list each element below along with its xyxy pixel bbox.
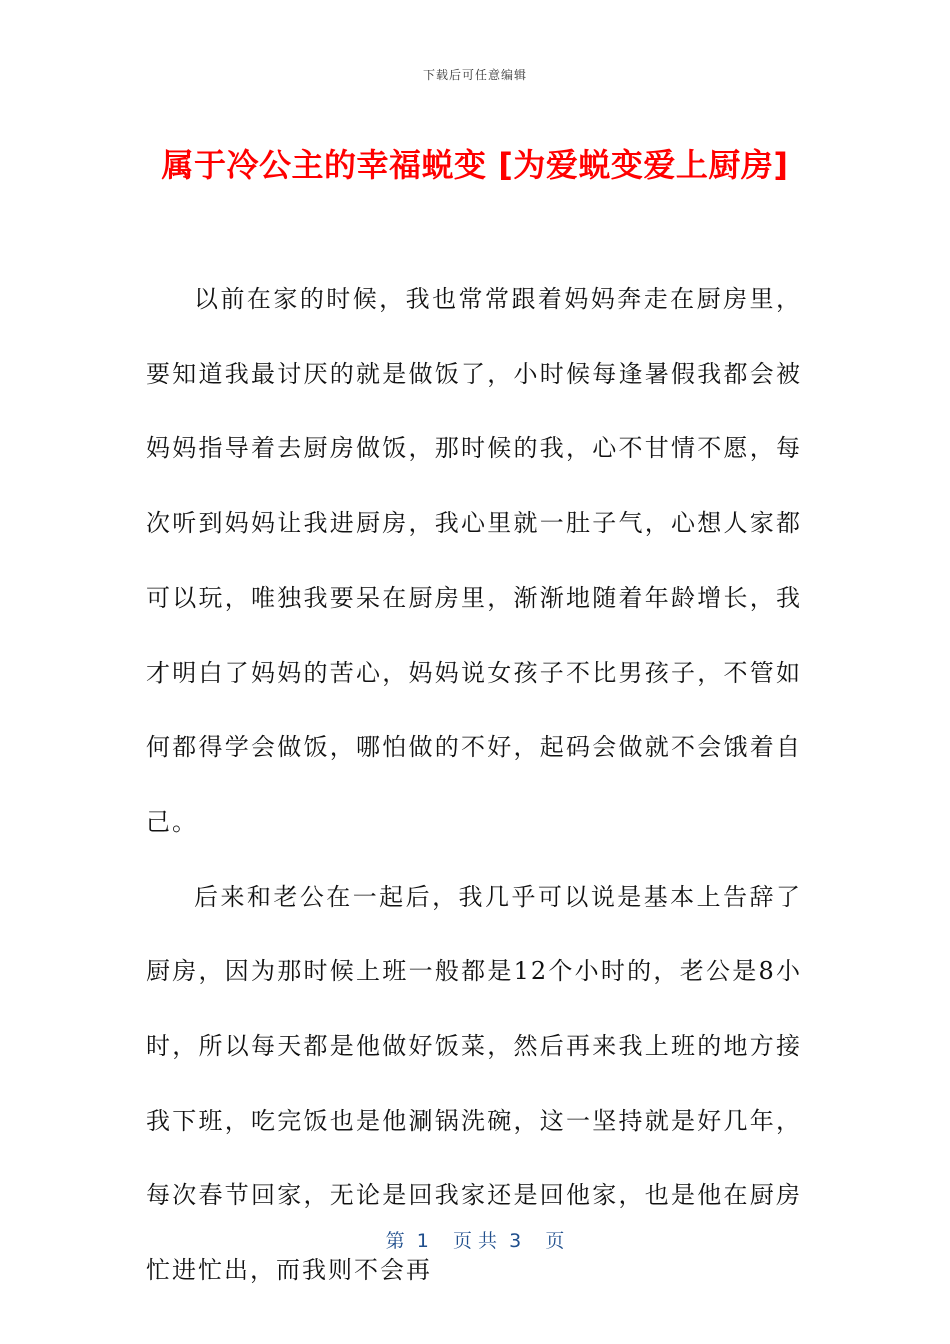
paragraph-1: 以前在家的时候，我也常常跟着妈妈奔走在厨房里，要知道我最讨厌的就是做饭了，小时候每逢暑假我都会被妈妈指导着去厨房做饭，那时候的我，心不甘情不愿，每次听到妈妈让我进厨房，我心里就一肚子气，心想人家都可以玩，唯独我要呆在厨房里，渐渐地随着年龄增长，我才明白了妈妈的苦心，妈妈说女孩子不比男孩子，不管如何都得学会做饭，哪怕做的不好，起码会做就不会饿着自己。 [146,285,802,836]
document-title: 属于冷公主的幸福蜕变 [为爱蜕变爱上厨房] [161,146,789,184]
header-note: 下载后可任意编辑 [422,68,527,82]
document-body [146,262,802,1308]
paragraph-2: 后来和老公在一起后，我几乎可以说是基本上告辞了厨房，因为那时候上班一般都是12个小时的，老公是8小时，所以每天都是他做好饭菜，然后再来我上班的地方接我下班，吃完饭也是他涮锅洗碗，这一坚持就是好几年，每次春节回家，无论是回我家还是回他家，也是他在厨房忙进忙出，而我则不会再 [146,882,802,1285]
page-number-footer: 第 1 页 共 3 页 [385,1230,565,1252]
